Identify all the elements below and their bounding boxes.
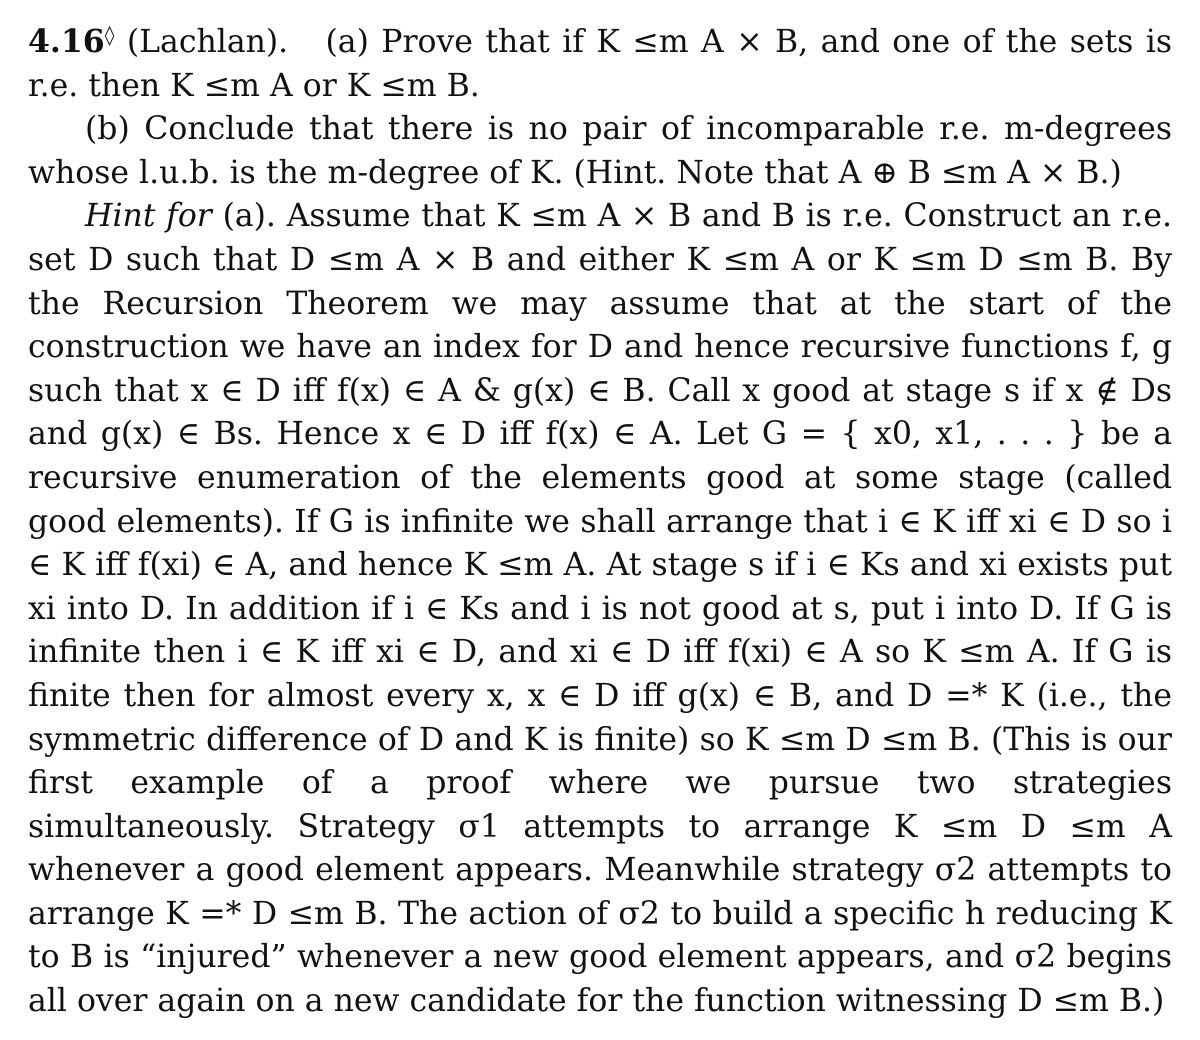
part-b-paragraph (28, 108, 1172, 195)
exercise-marker: ◊ (104, 23, 115, 47)
exercise-attribution: (Lachlan). (126, 24, 289, 60)
part-a-text: Prove that if K ≤m A × B, and one of the sets is r.e. then K ≤m A or K ≤m B. (28, 24, 1172, 104)
hint-a-label: Hint for (85, 198, 212, 235)
hint-a-text: (a). Assume that K ≤m A × B and B is r.e. Construct an r.e. set D such that D ≤m A × B and either K ≤m A or K ≤m D ≤m B. By the Recursion Theorem we may assume that at the start of the construction we have an index for D and hence recursive functions f, g such that x ∈ D iff f(x) ∈ A & g(x) ∈ B. Call x good at stage s if x ∉ Ds and g(x) ∈ Bs. Hence x ∈ D iff f(x) ∈ A. Let G = { x0, x1, . . . } be a recursive enumeration of the elements good at some stage (called good elements). If G is infinite we shall arrange that i ∈ K iff xi ∈ D so i ∈ K iff f(xi) ∈ A, and hence K ≤m A. At stage s if i ∈ Ks and xi exists put xi into D. In addition if i ∈ Ks and i is not good at s, put i into D. If G is infinite then i ∈ K iff xi ∈ D, and xi ∈ D iff f(xi) ∈ A so K ≤m A. If G is finite then for almost every x, x ∈ D iff g(x) ∈ B, and D =* K (i.e., the symmetric difference of D and K is finite) so K ≤m D ≤m B. (This is our first example of a proof where we pursue two strategies simultaneously. Strategy σ1 attempts to arrange K ≤m D ≤m A whenever a good element appears. Meanwhile strategy σ2 attempts to arrange K =* D ≤m B. The action of σ2 to build a specific h reducing K to B is “injured” whenever a new good element appears, and σ2 begins all over again on a new candidate for the function witnessing D ≤m B.) (28, 198, 1173, 1020)
part-b-text: Conclude that there is no pair of incomparable r.e. m-degrees whose l.u.b. is the m-degree of K. (28, 111, 1172, 191)
exercise-number: 4.16 (28, 23, 105, 60)
part-b-hint: (Hint. Note that A ⊕ B ≤m A × B.) (573, 154, 1122, 191)
hint-a-paragraph (28, 195, 1172, 1023)
part-a-label: (a) (325, 24, 369, 60)
part-b-label: (b) (85, 111, 130, 148)
exercise-paragraph (28, 20, 1172, 108)
